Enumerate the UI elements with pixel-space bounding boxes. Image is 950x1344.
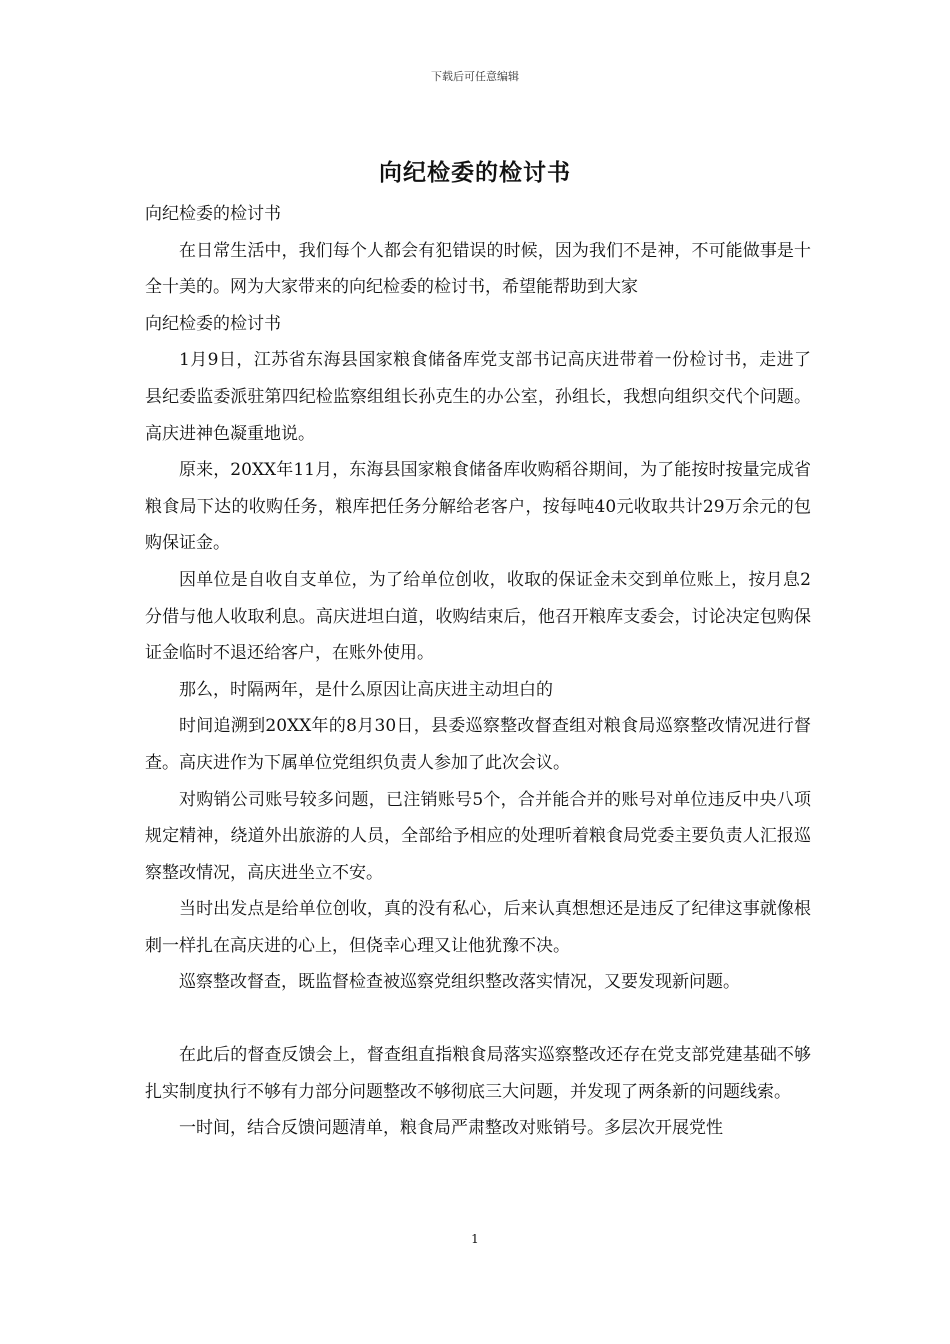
paragraph-8: 巡察整改督查，既监督检查被巡察党组织整改落实情况，又要发现新问题。 [179, 972, 740, 993]
subtitle-paragraph: 向纪检委的检讨书 [145, 204, 281, 224]
paragraph-3: 因单位是自收自支单位，为了给单位创收，收取的保证金未交到单位账上，按月息2分借与他人收取利息。高庆进坦白道，收购结束后，他召开粮库支委会，讨论决定包购保证金临时不退还给客户，在账外使用。 [145, 569, 811, 664]
paragraph-2: 原来，20XX年11月，东海县国家粮食储备库收购稻谷期间，为了能按时按量完成省粮食局下达的收购任务，粮库把任务分解给老客户，按每吨40元收取共计29万余元的包购保证金。 [145, 460, 811, 554]
paragraph-9: 在此后的督查反馈会上，督查组直指粮食局落实巡察整改还存在党支部党建基础不够扎实制度执行不够有力部分问题整改不够彻底三大问题，并发现了两条新的问题线索。 [145, 1045, 811, 1102]
paragraph-7: 当时出发点是给单位创收，真的没有私心，后来认真想想还是违反了纪律这事就像根刺一样扎在高庆进的心上，但侥幸心理又让他犹豫不决。 [145, 899, 811, 956]
paragraph-10: 一时间，结合反馈问题清单，粮食局严肃整改对账销号。多层次开展党性 [179, 1118, 723, 1139]
paragraph-6: 对购销公司账号较多问题，已注销账号5个，合并能合并的账号对单位违反中央八项规定精神，绕道外出旅游的人员，全部给予相应的处理听着粮食局党委主要负责人汇报巡察整改情况，高庆进坐立不安。 [145, 789, 811, 883]
paragraph-1: 1月9日，江苏省东海县国家粮食储备库党支部书记高庆进带着一份检讨书，走进了县纪委监委派驻第四纪检监察组组长孙克生的办公室，孙组长，我想向组织交代个问题。高庆进神色凝重地说。 [145, 350, 811, 444]
paragraph-intro: 在日常生活中，我们每个人都会有犯错误的时候，因为我们不是神，不可能做事是十全十美的。网为大家带来的向纪检委的检讨书，希望能帮助到大家 [145, 240, 811, 298]
header-note: 下载后可任意编辑 [431, 70, 519, 83]
paragraph-4: 那么，时隔两年，是什么原因让高庆进主动坦白的 [179, 679, 553, 700]
document-title: 向纪检委的检讨书 [379, 159, 571, 186]
page-number: 1 [471, 1232, 479, 1246]
subtitle-paragraph-repeat: 向纪检委的检讨书 [145, 313, 281, 334]
document-body [145, 196, 811, 1147]
paragraph-5: 时间追溯到20XX年的8月30日，县委巡察整改督查组对粮食局巡察整改情况进行督查。高庆进作为下属单位党组织负责人参加了此次会议。 [145, 716, 811, 773]
